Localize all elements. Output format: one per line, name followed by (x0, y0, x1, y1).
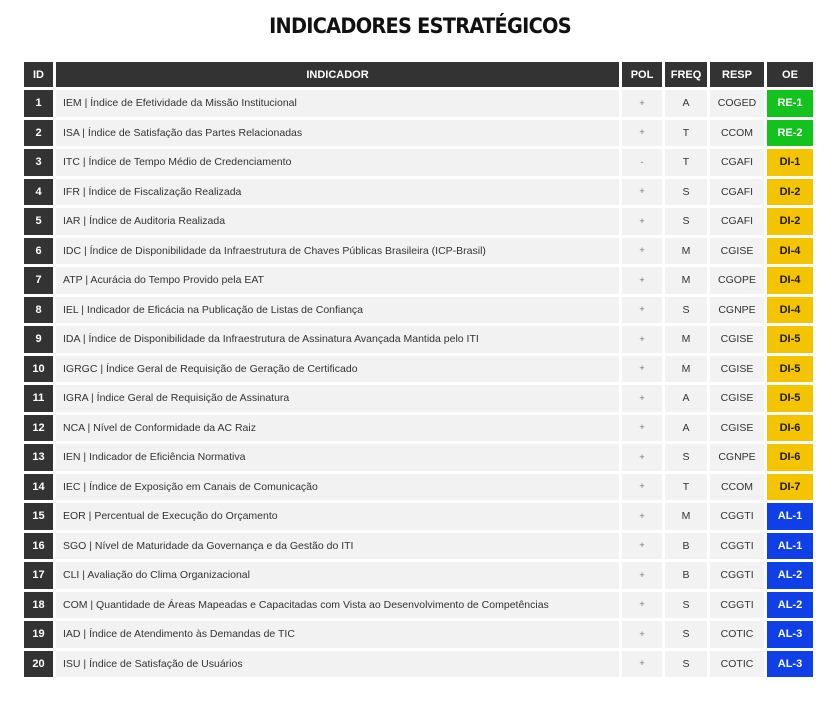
row-freq: S (665, 208, 707, 235)
row-resp: CGOPE (710, 267, 764, 294)
row-oe-badge: DI-5 (767, 385, 813, 412)
row-oe-badge: DI-5 (767, 356, 813, 383)
row-pol: + (622, 297, 662, 324)
row-indicador: IAR | Índice de Auditoria Realizada (56, 208, 619, 235)
row-indicador: IEL | Indicador de Eficácia na Publicação de Listas de Confiança (56, 297, 619, 324)
row-id: 14 (24, 474, 53, 501)
row-resp: CGNPE (710, 444, 764, 471)
row-resp: CGGTI (710, 592, 764, 619)
row-indicador: NCA | Nível de Conformidade da AC Raiz (56, 415, 619, 442)
row-oe-badge: RE-2 (767, 120, 813, 147)
row-pol: + (622, 592, 662, 619)
row-id: 7 (24, 267, 53, 294)
header-oe: OE (767, 62, 813, 87)
row-freq: A (665, 415, 707, 442)
row-resp: CGISE (710, 356, 764, 383)
row-pol: + (622, 90, 662, 117)
row-indicador: IDC | Índice de Disponibilidade da Infraestrutura de Chaves Públicas Brasileira (ICP-Brasil) (56, 238, 619, 265)
indicators-table (24, 62, 816, 677)
row-pol: + (622, 208, 662, 235)
header-id: ID (24, 62, 53, 87)
row-freq: T (665, 120, 707, 147)
row-indicador: ISU | Índice de Satisfação de Usuários (56, 651, 619, 678)
row-oe-badge: DI-4 (767, 238, 813, 265)
row-oe-badge: AL-1 (767, 503, 813, 530)
header-indicador: INDICADOR (56, 62, 619, 87)
row-freq: A (665, 90, 707, 117)
row-indicador: IGRA | Índice Geral de Requisição de Assinatura (56, 385, 619, 412)
row-resp: CGGTI (710, 503, 764, 530)
row-resp: COGED (710, 90, 764, 117)
row-pol: + (622, 474, 662, 501)
row-indicador: IGRGC | Índice Geral de Requisição de Geração de Certificado (56, 356, 619, 383)
row-freq: M (665, 238, 707, 265)
row-id: 2 (24, 120, 53, 147)
row-id: 9 (24, 326, 53, 353)
row-resp: CCOM (710, 474, 764, 501)
row-indicador: ITC | Índice de Tempo Médio de Credenciamento (56, 149, 619, 176)
row-freq: B (665, 533, 707, 560)
row-oe-badge: DI-1 (767, 149, 813, 176)
row-oe-badge: DI-4 (767, 267, 813, 294)
row-resp: CGAFI (710, 208, 764, 235)
row-freq: M (665, 356, 707, 383)
row-id: 13 (24, 444, 53, 471)
row-id: 11 (24, 385, 53, 412)
row-oe-badge: DI-2 (767, 179, 813, 206)
row-indicador: IEN | Indicador de Eficiência Normativa (56, 444, 619, 471)
row-freq: M (665, 267, 707, 294)
row-freq: S (665, 444, 707, 471)
row-pol: + (622, 385, 662, 412)
row-oe-badge: RE-1 (767, 90, 813, 117)
row-resp: CGGTI (710, 562, 764, 589)
row-oe-badge: AL-2 (767, 592, 813, 619)
row-indicador: IFR | Índice de Fiscalização Realizada (56, 179, 619, 206)
row-pol: + (622, 267, 662, 294)
row-pol: + (622, 562, 662, 589)
row-pol: + (622, 415, 662, 442)
row-oe-badge: AL-3 (767, 651, 813, 678)
row-freq: A (665, 385, 707, 412)
row-indicador: ATP | Acurácia do Tempo Provido pela EAT (56, 267, 619, 294)
row-oe-badge: DI-4 (767, 297, 813, 324)
row-id: 1 (24, 90, 53, 117)
row-resp: CCOM (710, 120, 764, 147)
row-id: 17 (24, 562, 53, 589)
row-resp: CGISE (710, 385, 764, 412)
row-pol: + (622, 444, 662, 471)
row-indicador: ISA | Índice de Satisfação das Partes Relacionadas (56, 120, 619, 147)
row-id: 19 (24, 621, 53, 648)
row-id: 6 (24, 238, 53, 265)
row-resp: CGISE (710, 326, 764, 353)
page-title: INDICADORES ESTRATÉGICOS (269, 14, 571, 38)
row-pol: - (622, 149, 662, 176)
row-oe-badge: DI-7 (767, 474, 813, 501)
row-oe-badge: DI-6 (767, 444, 813, 471)
row-oe-badge: DI-2 (767, 208, 813, 235)
row-resp: CGAFI (710, 149, 764, 176)
row-id: 3 (24, 149, 53, 176)
row-pol: + (622, 651, 662, 678)
row-pol: + (622, 533, 662, 560)
row-pol: + (622, 621, 662, 648)
header-freq: FREQ (665, 62, 707, 87)
row-oe-badge: AL-3 (767, 621, 813, 648)
row-id: 18 (24, 592, 53, 619)
row-resp: CGNPE (710, 297, 764, 324)
row-resp: CGGTI (710, 533, 764, 560)
row-id: 10 (24, 356, 53, 383)
header-resp: RESP (710, 62, 764, 87)
row-freq: S (665, 621, 707, 648)
row-oe-badge: DI-5 (767, 326, 813, 353)
row-id: 15 (24, 503, 53, 530)
row-indicador: COM | Quantidade de Áreas Mapeadas e Capacitadas com Vista ao Desenvolvimento de Competências (56, 592, 619, 619)
row-freq: M (665, 326, 707, 353)
row-oe-badge: AL-1 (767, 533, 813, 560)
header-pol: POL (622, 62, 662, 87)
row-indicador: IEM | Índice de Efetividade da Missão Institucional (56, 90, 619, 117)
row-resp: COTIC (710, 621, 764, 648)
row-id: 4 (24, 179, 53, 206)
row-freq: S (665, 297, 707, 324)
row-oe-badge: DI-6 (767, 415, 813, 442)
row-freq: S (665, 179, 707, 206)
row-indicador: IAD | Índice de Atendimento às Demandas de TIC (56, 621, 619, 648)
row-id: 20 (24, 651, 53, 678)
row-resp: CGISE (710, 238, 764, 265)
row-id: 5 (24, 208, 53, 235)
row-pol: + (622, 326, 662, 353)
row-pol: + (622, 238, 662, 265)
row-indicador: IEC | Índice de Exposição em Canais de Comunicação (56, 474, 619, 501)
row-indicador: SGO | Nível de Maturidade da Governança e da Gestão do ITI (56, 533, 619, 560)
row-pol: + (622, 179, 662, 206)
row-freq: B (665, 562, 707, 589)
row-freq: S (665, 651, 707, 678)
row-oe-badge: AL-2 (767, 562, 813, 589)
row-resp: CGAFI (710, 179, 764, 206)
row-indicador: IDA | Índice de Disponibilidade da Infraestrutura de Assinatura Avançada Mantida pelo ITI (56, 326, 619, 353)
row-resp: CGISE (710, 415, 764, 442)
row-freq: T (665, 474, 707, 501)
row-freq: T (665, 149, 707, 176)
row-id: 16 (24, 533, 53, 560)
row-pol: + (622, 356, 662, 383)
row-freq: S (665, 592, 707, 619)
row-indicador: EOR | Percentual de Execução do Orçamento (56, 503, 619, 530)
row-pol: + (622, 120, 662, 147)
row-indicador: CLI | Avaliação do Clima Organizacional (56, 562, 619, 589)
row-pol: + (622, 503, 662, 530)
row-id: 8 (24, 297, 53, 324)
row-freq: M (665, 503, 707, 530)
row-resp: COTIC (710, 651, 764, 678)
row-id: 12 (24, 415, 53, 442)
